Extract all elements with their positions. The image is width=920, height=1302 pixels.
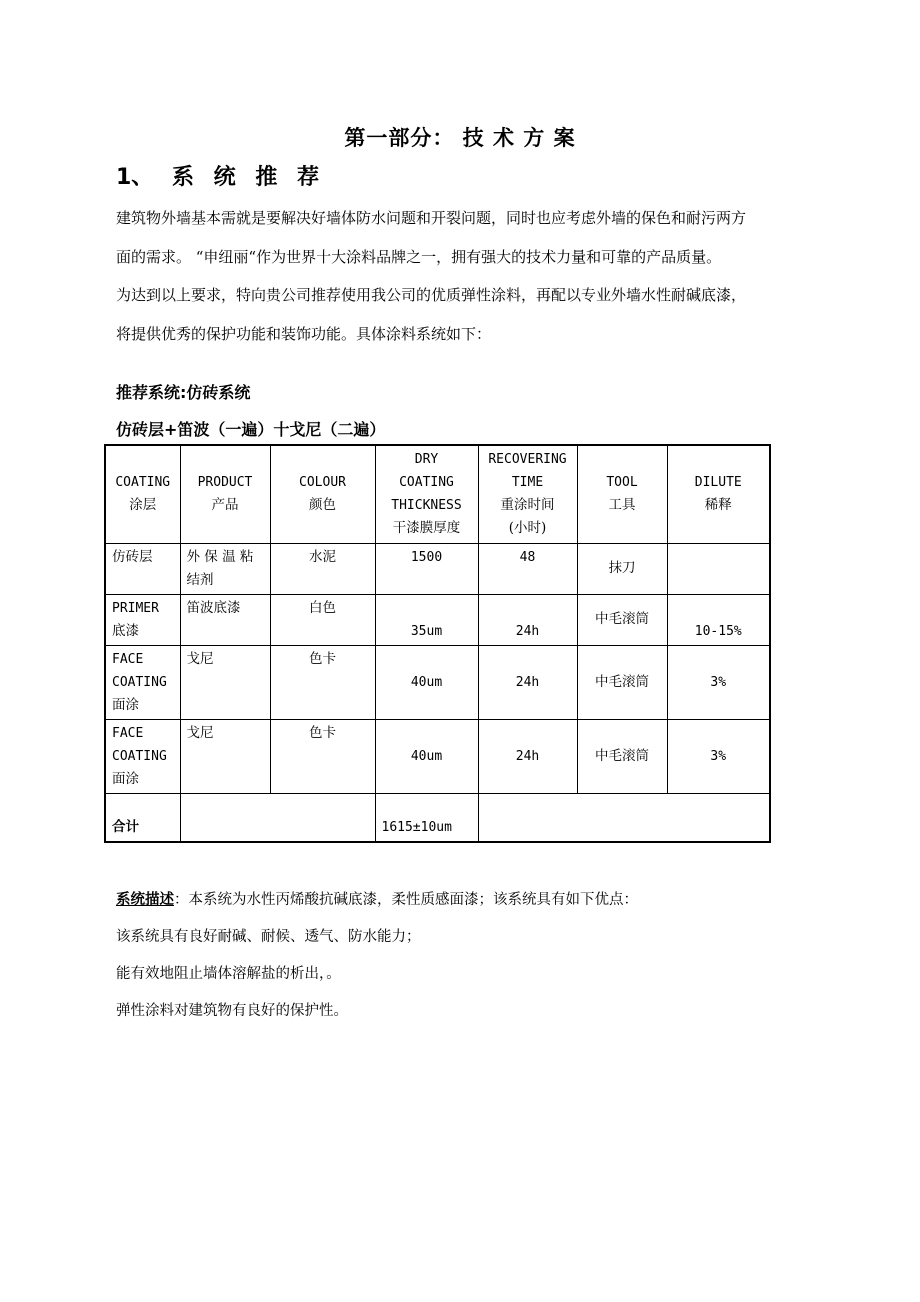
- cell-tool: 抹刀: [577, 543, 667, 594]
- cell-product: 笛波底漆: [180, 594, 270, 645]
- total-empty: [180, 793, 375, 842]
- coating-spec-table: [104, 444, 771, 843]
- cell-colour: 水泥: [270, 543, 375, 594]
- section-title: 系 统 推 荐: [172, 165, 325, 190]
- intro-line: 将提供优秀的保护功能和装饰功能。具体涂料系统如下：: [116, 324, 492, 343]
- cell-coating: PRIMER 底漆: [105, 594, 180, 645]
- description-text: ：本系统为水性丙烯酸抗碱底漆，柔性质感面漆；该系统具有如下优点：: [174, 892, 638, 908]
- cell-time: 24h: [478, 594, 577, 645]
- header-product: PRODUCT 产品: [180, 445, 270, 543]
- table-header-row: [105, 445, 770, 543]
- cell-product: 外 保 温 粘 结剂: [180, 543, 270, 594]
- cell-product: 戈尼: [180, 645, 270, 719]
- cell-product: 戈尼: [180, 719, 270, 793]
- intro-line: 为达到以上要求，特向贵公司推荐使用我公司的优质弹性涂料，再配以专业外墙水性耐碱底漆，: [116, 286, 747, 304]
- cell-dilute: 3%: [667, 719, 770, 793]
- cell-time: 24h: [478, 645, 577, 719]
- cell-thickness: 40um: [375, 719, 478, 793]
- description-label: 系统描述: [116, 892, 174, 908]
- combo-label: 仿砖层+笛波（一遍）十戈尼（二遍）: [116, 420, 386, 439]
- table-row: [105, 543, 770, 594]
- cell-colour: 白色: [270, 594, 375, 645]
- cell-colour: 色卡: [270, 645, 375, 719]
- description-line: 能有效地阻止墙体溶解盐的析出，。: [116, 966, 341, 982]
- cell-coating: FACE COATING 面涂: [105, 645, 180, 719]
- cell-thickness: 1500: [375, 543, 478, 594]
- total-label: 合计: [105, 793, 180, 842]
- header-recoat-time: RECOVERING TIME 重涂时间 (小时): [478, 445, 577, 543]
- cell-time: 48: [478, 543, 577, 594]
- cell-tool: 中毛滚筒: [577, 594, 667, 645]
- intro-line: 建筑物外墙基本需就是要解决好墙体防水问题和开裂问题，同时也应考虑外墙的保色和耐污两方: [116, 209, 747, 227]
- part-title: 第一部分： 技 术 方 案: [344, 126, 576, 150]
- total-thickness: 1615±10um: [375, 793, 478, 842]
- cell-tool: 中毛滚筒: [577, 645, 667, 719]
- table-row: [105, 594, 770, 645]
- intro-paragraph: [116, 199, 806, 353]
- cell-colour: 色卡: [270, 719, 375, 793]
- header-tool: TOOL 工具: [577, 445, 667, 543]
- cell-dilute: 10-15%: [667, 594, 770, 645]
- system-description: [116, 882, 638, 1030]
- cell-time: 24h: [478, 719, 577, 793]
- intro-line: 面的需求。 “申纽丽“作为世界十大涂料品牌之一，拥有强大的技术力量和可靠的产品质量。: [116, 247, 722, 266]
- cell-coating: FACE COATING 面涂: [105, 719, 180, 793]
- cell-dilute: [667, 543, 770, 594]
- cell-dilute: 3%: [667, 645, 770, 719]
- table-total-row: [105, 793, 770, 842]
- table-row: [105, 645, 770, 719]
- header-colour: COLOUR 颜色: [270, 445, 375, 543]
- description-line: 该系统具有良好耐碱、耐候、透气、防水能力；: [116, 929, 421, 945]
- cell-tool: 中毛滚筒: [577, 719, 667, 793]
- section-number: 1、: [116, 165, 154, 190]
- description-intro: [116, 882, 638, 919]
- system-label: 推荐系统:仿砖系统: [116, 383, 251, 402]
- description-line: 弹性涂料对建筑物有良好的保护性。: [116, 1003, 348, 1019]
- total-empty-right: [478, 793, 770, 842]
- cell-thickness: 35um: [375, 594, 478, 645]
- cell-coating: 仿砖层: [105, 543, 180, 594]
- table-row: [105, 719, 770, 793]
- header-thickness: DRY COATING THICKNESS 干漆膜厚度: [375, 445, 478, 543]
- section-heading: [116, 160, 325, 191]
- cell-thickness: 40um: [375, 645, 478, 719]
- header-dilute: DILUTE 稀释: [667, 445, 770, 543]
- header-coating: COATING 涂层: [105, 445, 180, 543]
